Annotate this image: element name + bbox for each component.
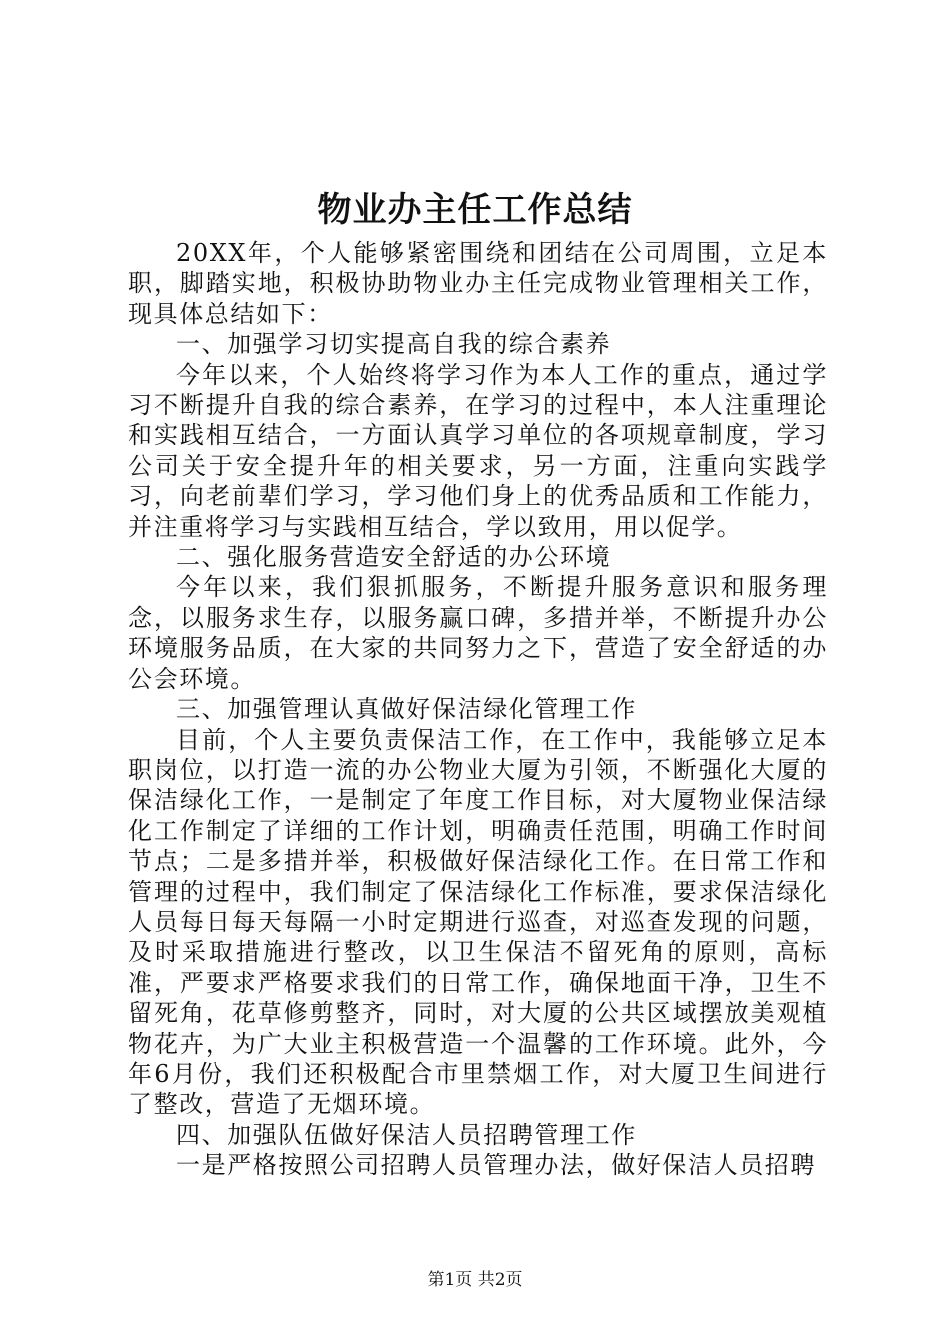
paragraph-section-4: 一是严格按照公司招聘人员管理办法，做好保洁人员招聘 bbox=[176, 1151, 816, 1180]
paragraph-intro: 20XX年，个人能够紧密围绕和团结在公司周围，立足本职，脚踏实地，积极协助物业办主任完成物业管理相关工作，现具体总结如下： bbox=[128, 239, 828, 328]
document-body bbox=[128, 238, 828, 1181]
section-heading-2: 二、强化服务营造安全舒适的办公环境 bbox=[176, 543, 612, 572]
section-heading-1: 一、加强学习切实提高自我的综合素养 bbox=[176, 330, 612, 359]
page-number-footer: 第1页 共2页 bbox=[427, 1270, 523, 1290]
paragraph-section-3: 目前，个人主要负责保洁工作，在工作中，我能够立足本职岗位，以打造一流的办公物业大厦为引领，不断强化大厦的保洁绿化工作，一是制定了年度工作目标，对大厦物业保洁绿化工作制定了详细的工作计划，明确责任范围，明确工作时间节点；二是多措并举，积极做好保洁绿化工作。在日常工作和管理的过程中，我们制定了保洁绿化工作标准，要求保洁绿化人员每日每天每隔一小时定期进行巡查，对巡查发现的问题，及时采取措施进行整改，以卫生保洁不留死角的原则，高标准，严要求严格要求我们的日常工作，确保地面干净，卫生不留死角，花草修剪整齐，同时，对大厦的公共区域摆放美观植物花卉，为广大业主积极营造一个温馨的工作环境。此外，今年6月份，我们还积极配合市里禁烟工作，对大厦卫生间进行了整改，营造了无烟环境。 bbox=[128, 725, 828, 1119]
document-title: 物业办主任工作总结 bbox=[317, 190, 633, 230]
section-heading-3: 三、加强管理认真做好保洁绿化管理工作 bbox=[176, 695, 637, 724]
paragraph-section-1: 今年以来，个人始终将学习作为本人工作的重点，通过学习不断提升自我的综合素养，在学习的过程中，本人注重理论和实践相互结合，一方面认真学习单位的各项规章制度，学习公司关于安全提升年的相关要求，另一方面，注重向实践学习，向老前辈们学习，学习他们身上的优秀品质和工作能力，并注重将学习与实践相互结合，学以致用，用以促学。 bbox=[128, 360, 828, 541]
section-heading-4: 四、加强队伍做好保洁人员招聘管理工作 bbox=[176, 1120, 637, 1149]
paragraph-section-2: 今年以来，我们狠抓服务，不断提升服务意识和服务理念，以服务求生存，以服务赢口碑，多措并举，不断提升办公环境服务品质，在大家的共同努力之下，营造了安全舒适的办公会环境。 bbox=[128, 573, 828, 693]
